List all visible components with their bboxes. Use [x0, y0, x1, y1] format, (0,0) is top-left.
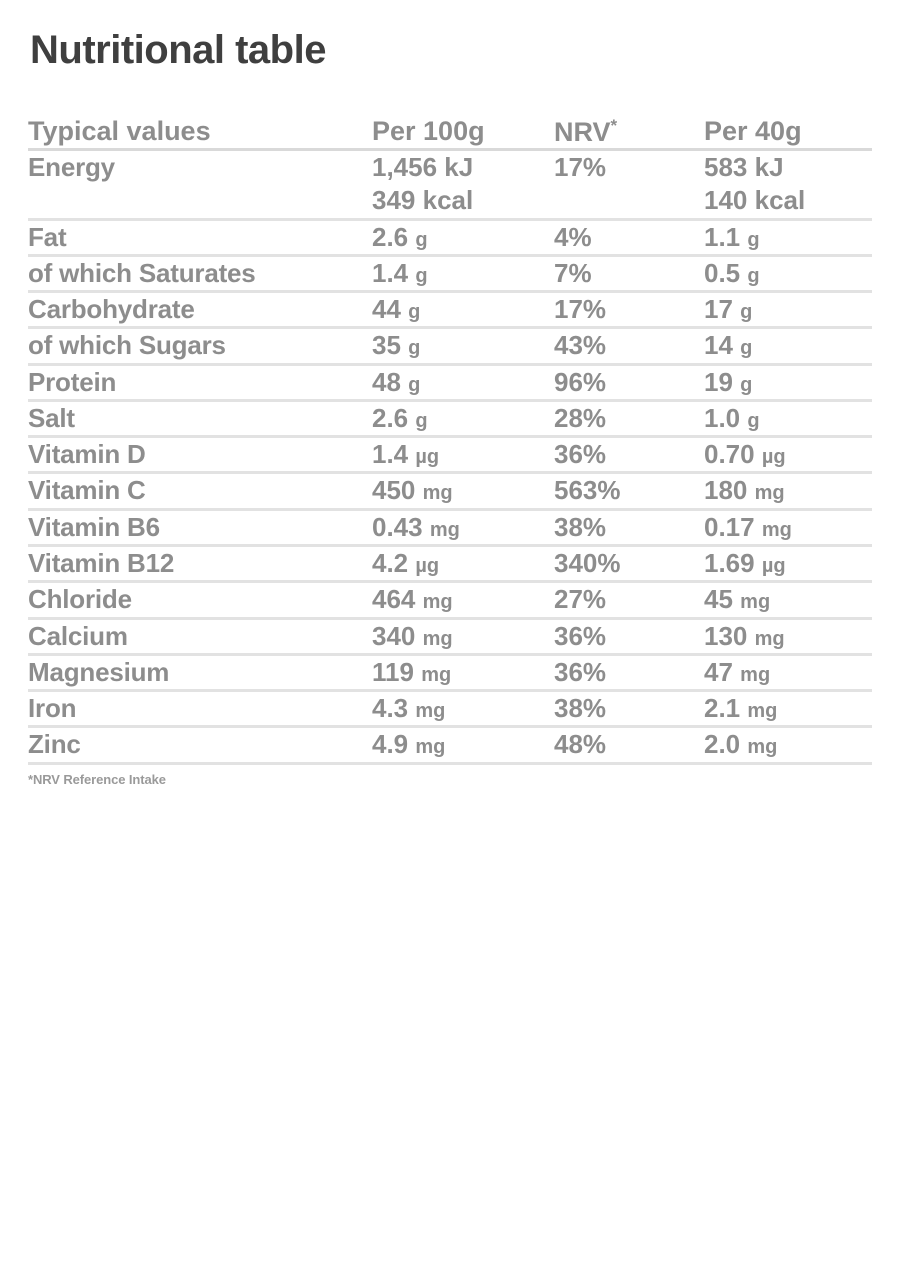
- row-per-40g: [704, 654, 872, 690]
- row-per-100g: [372, 582, 554, 618]
- row-per-100g-value: 4.3: [372, 693, 409, 724]
- row-nrv: 36%: [554, 620, 607, 651]
- row-label: Chloride: [28, 584, 132, 615]
- row-label: Vitamin B6: [28, 511, 160, 542]
- row-per-40g: [704, 219, 872, 255]
- row-per-100g-unit: mg: [415, 736, 446, 759]
- table-row: [28, 219, 872, 255]
- row-per-100g-value: 4.2: [372, 547, 409, 578]
- row-per-100g-unit: mg: [422, 482, 453, 505]
- table-body: [28, 150, 872, 762]
- row-label: Protein: [28, 366, 117, 397]
- row-nrv: 563%: [554, 475, 621, 506]
- row-per-40g: [704, 545, 872, 581]
- row-per-40g: [704, 150, 872, 220]
- row-per-100g-energy-kcal: 349 kcal: [372, 185, 474, 216]
- row-per-40g: [704, 400, 872, 436]
- row-label: Salt: [28, 402, 75, 433]
- row-per-40g-unit: g: [747, 409, 760, 432]
- table-row: [28, 292, 872, 328]
- row-label: Fat: [28, 221, 67, 252]
- row-nrv: 38%: [554, 693, 607, 724]
- row-per-40g: [704, 618, 872, 654]
- row-per-40g-value: 19: [704, 366, 733, 397]
- row-per-40g-value: 14: [704, 330, 733, 361]
- row-per-100g-unit: g: [415, 228, 428, 251]
- row-per-40g: [704, 328, 872, 364]
- row-per-40g-value: 17: [704, 294, 733, 325]
- table-row: [28, 255, 872, 291]
- row-per-40g-unit: mg: [754, 627, 785, 650]
- row-label: Vitamin B12: [28, 547, 175, 578]
- row-per-100g-unit: g: [408, 301, 421, 324]
- page-title: Nutritional table: [30, 28, 326, 72]
- row-per-40g: [704, 255, 872, 291]
- row-per-40g-unit: g: [740, 301, 753, 324]
- row-per-100g-unit: mg: [422, 627, 453, 650]
- row-per-40g: [704, 292, 872, 328]
- row-per-40g-value: 45: [704, 584, 733, 615]
- row-per-40g: [704, 509, 872, 545]
- table-row: [28, 691, 872, 727]
- row-per-40g-unit: µg: [761, 446, 786, 469]
- row-per-100g: [372, 509, 554, 545]
- row-per-100g: [372, 691, 554, 727]
- row-label: Zinc: [28, 729, 81, 760]
- row-per-40g-value: 1.69: [704, 547, 755, 578]
- row-nrv: 17%: [554, 152, 607, 183]
- table-row: [28, 150, 872, 220]
- row-per-40g-unit: g: [740, 337, 753, 360]
- row-per-40g: [704, 437, 872, 473]
- row-per-100g: [372, 328, 554, 364]
- row-per-100g-unit: µg: [415, 446, 440, 469]
- row-nrv: 27%: [554, 584, 607, 615]
- row-per-100g-unit: mg: [415, 700, 446, 723]
- row-per-100g: [372, 219, 554, 255]
- row-label: of which Saturates: [28, 257, 256, 288]
- row-per-100g-unit: mg: [422, 591, 453, 614]
- row-per-100g-value: 48: [372, 366, 401, 397]
- row-per-40g-unit: g: [747, 228, 760, 251]
- row-nrv: 43%: [554, 330, 607, 361]
- row-per-100g-value: 1.4: [372, 439, 409, 470]
- row-per-40g: [704, 727, 872, 762]
- row-per-40g-unit: g: [740, 373, 753, 396]
- row-per-100g-value: 2.6: [372, 221, 409, 252]
- column-header-per-40g: Per 40g: [704, 116, 802, 146]
- row-per-40g-value: 130: [704, 620, 748, 651]
- table-header: [28, 116, 872, 150]
- row-per-100g: [372, 150, 554, 220]
- row-nrv: 48%: [554, 729, 607, 760]
- row-label: Vitamin D: [28, 439, 146, 470]
- row-per-40g-value: 0.70: [704, 439, 755, 470]
- footnote-text: *NRV Reference Intake: [28, 771, 166, 787]
- column-header-nrv: [554, 116, 704, 150]
- row-per-40g-unit: mg: [761, 518, 792, 541]
- row-per-40g-unit: g: [747, 264, 760, 287]
- column-header-per-100g: Per 100g: [372, 116, 485, 146]
- row-per-100g-value: 35: [372, 330, 401, 361]
- row-per-100g-unit: µg: [415, 554, 440, 577]
- table-header-row: [28, 116, 872, 150]
- nutrition-table: [28, 116, 872, 762]
- row-per-40g-value: 1.1: [704, 221, 741, 252]
- table-row: [28, 618, 872, 654]
- row-per-100g: [372, 545, 554, 581]
- row-nrv: 38%: [554, 511, 607, 542]
- row-per-100g-value: 1.4: [372, 257, 409, 288]
- row-per-100g: [372, 255, 554, 291]
- table-row: [28, 545, 872, 581]
- row-per-100g-unit: g: [408, 337, 421, 360]
- row-nrv: 340%: [554, 547, 621, 578]
- row-per-100g-value: 340: [372, 620, 416, 651]
- column-header-nrv-asterisk: *: [610, 116, 618, 135]
- table-row: [28, 437, 872, 473]
- row-label: Vitamin C: [28, 475, 146, 506]
- row-label: Magnesium: [28, 656, 170, 687]
- row-per-100g-unit: g: [408, 373, 421, 396]
- row-per-40g-value: 47: [704, 656, 733, 687]
- row-per-100g-unit: mg: [429, 518, 460, 541]
- row-per-40g-energy-kcal: 140 kcal: [704, 185, 806, 216]
- row-per-40g: [704, 364, 872, 400]
- row-per-100g-value: 2.6: [372, 402, 409, 433]
- row-per-40g: [704, 691, 872, 727]
- row-per-100g: [372, 618, 554, 654]
- row-per-100g-energy-kj: 1,456 kJ: [372, 152, 474, 183]
- row-nrv: 36%: [554, 656, 607, 687]
- row-per-100g-unit: g: [415, 409, 428, 432]
- row-per-40g-unit: mg: [740, 591, 771, 614]
- row-per-40g-unit: mg: [747, 736, 778, 759]
- row-per-40g-unit: mg: [740, 663, 771, 686]
- row-per-100g-value: 119: [372, 656, 414, 687]
- row-nrv: 28%: [554, 402, 607, 433]
- row-nrv: 96%: [554, 366, 607, 397]
- row-per-40g-value: 0.17: [704, 511, 755, 542]
- row-per-100g-value: 0.43: [372, 511, 423, 542]
- table-row: [28, 473, 872, 509]
- table-row: [28, 328, 872, 364]
- row-per-40g-value: 2.0: [704, 729, 741, 760]
- row-nrv: 36%: [554, 439, 607, 470]
- row-label: Carbohydrate: [28, 294, 195, 325]
- row-label: Energy: [28, 152, 115, 183]
- row-per-40g-value: 2.1: [704, 693, 741, 724]
- row-per-100g-unit: g: [415, 264, 428, 287]
- row-per-100g-value: 450: [372, 475, 416, 506]
- row-per-40g-value: 1.0: [704, 402, 741, 433]
- row-per-100g: [372, 473, 554, 509]
- row-per-40g: [704, 473, 872, 509]
- row-per-100g: [372, 437, 554, 473]
- table-row: [28, 364, 872, 400]
- row-label: Calcium: [28, 620, 128, 651]
- row-nrv: 17%: [554, 294, 607, 325]
- column-header-nrv-text: NRV: [554, 117, 611, 147]
- row-per-100g-value: 4.9: [372, 729, 409, 760]
- row-nrv: 7%: [554, 257, 592, 288]
- row-per-100g-value: 44: [372, 294, 401, 325]
- table-row: [28, 654, 872, 690]
- row-per-40g-unit: mg: [754, 482, 785, 505]
- table-row: [28, 727, 872, 762]
- table-row: [28, 400, 872, 436]
- row-per-100g-unit: mg: [421, 663, 452, 686]
- row-per-100g-value: 464: [372, 584, 416, 615]
- row-per-100g: [372, 727, 554, 762]
- row-per-40g: [704, 582, 872, 618]
- table-row: [28, 582, 872, 618]
- row-nrv: 4%: [554, 221, 592, 252]
- row-label: Iron: [28, 693, 77, 724]
- row-per-100g: [372, 292, 554, 328]
- row-per-100g: [372, 364, 554, 400]
- column-header-typical-values: Typical values: [28, 116, 211, 146]
- row-per-100g: [372, 400, 554, 436]
- row-per-40g-energy-kj: 583 kJ: [704, 152, 784, 183]
- footnote-divider: [28, 762, 872, 765]
- table-row: [28, 509, 872, 545]
- row-per-40g-unit: mg: [747, 700, 778, 723]
- row-per-40g-value: 0.5: [704, 257, 741, 288]
- row-label: of which Sugars: [28, 330, 226, 361]
- row-per-100g: [372, 654, 554, 690]
- row-per-40g-unit: µg: [761, 554, 786, 577]
- row-per-40g-value: 180: [704, 475, 748, 506]
